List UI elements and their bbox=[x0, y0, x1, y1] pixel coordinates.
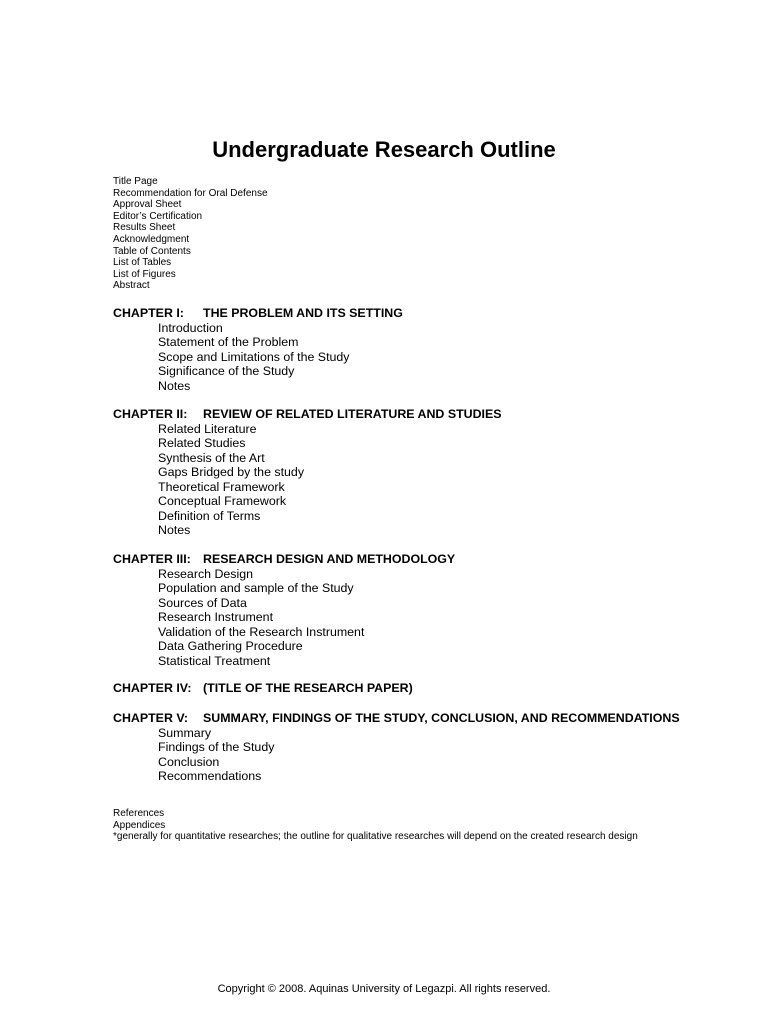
chapter-1 bbox=[113, 306, 713, 393]
chapter-4 bbox=[113, 681, 713, 696]
chapter-title: (TITLE OF THE RESEARCH PAPER) bbox=[203, 681, 413, 695]
front-matter-item: Editor’s Certification bbox=[113, 210, 203, 222]
chapter-item: Data Gathering Procedure bbox=[158, 639, 303, 653]
copyright-notice: Copyright © 2008. Aquinas University of Legazpi. All rights reserved. bbox=[217, 983, 551, 995]
chapter-item: Definition of Terms bbox=[158, 508, 261, 523]
back-matter-item: References bbox=[113, 808, 165, 819]
front-matter-item: Acknowledgment bbox=[113, 233, 190, 245]
chapter-title: REVIEW OF RELATED LITERATURE AND STUDIES bbox=[203, 407, 502, 421]
chapter-items bbox=[158, 567, 713, 669]
front-matter-item: List of Figures bbox=[113, 268, 176, 280]
chapter-title: SUMMARY, FINDINGS OF THE STUDY, CONCLUSION, AND RECOMMENDATIONS bbox=[203, 711, 680, 725]
chapter-number: CHAPTER V: bbox=[113, 711, 189, 725]
front-matter-list bbox=[113, 176, 268, 292]
front-matter-item: Title Page bbox=[113, 176, 158, 187]
back-matter-list bbox=[113, 808, 638, 843]
page-title: Undergraduate Research Outline bbox=[212, 137, 556, 162]
chapter-item: Significance of the Study bbox=[158, 364, 295, 378]
chapter-items bbox=[158, 321, 713, 394]
chapter-heading bbox=[113, 552, 713, 567]
chapter-heading bbox=[113, 681, 713, 696]
footnote: *generally for quantitative researches; the outline for qualitative researches will depend on the created research design bbox=[113, 831, 638, 843]
chapter-item: Findings of the Study bbox=[158, 740, 275, 754]
chapter-number: CHAPTER IV: bbox=[113, 681, 192, 695]
chapter-item: Conceptual Framework bbox=[158, 494, 287, 508]
chapter-item: Population and sample of the Study bbox=[158, 581, 354, 595]
chapter-item: Notes bbox=[158, 378, 191, 393]
chapter-item: Sources of Data bbox=[158, 595, 247, 610]
chapter-item: Notes bbox=[158, 523, 191, 537]
chapter-item: Research Instrument bbox=[158, 610, 274, 624]
chapter-item: Statement of the Problem bbox=[158, 335, 299, 349]
front-matter-item: Recommendation for Oral Defense bbox=[113, 187, 268, 199]
back-matter-item: Appendices bbox=[113, 819, 166, 831]
chapter-heading bbox=[113, 306, 713, 321]
front-matter-item: Results Sheet bbox=[113, 222, 176, 234]
chapter-item: Summary bbox=[158, 725, 212, 740]
chapter-2 bbox=[113, 407, 713, 538]
front-matter-item: List of Tables bbox=[113, 257, 172, 269]
chapter-item: Statistical Treatment bbox=[158, 653, 271, 668]
chapter-items bbox=[158, 422, 713, 538]
chapter-item: Related Literature bbox=[158, 421, 257, 436]
chapter-title: RESEARCH DESIGN AND METHODOLOGY bbox=[203, 552, 456, 566]
chapter-heading bbox=[113, 407, 713, 422]
chapter-item: Synthesis of the Art bbox=[158, 450, 265, 465]
chapter-item: Research Design bbox=[158, 566, 254, 581]
chapter-item: Introduction bbox=[158, 320, 223, 335]
front-matter-item: Approval Sheet bbox=[113, 199, 182, 211]
chapter-number: CHAPTER II: bbox=[113, 407, 188, 421]
chapter-number: CHAPTER I: bbox=[113, 306, 184, 320]
chapter-item: Recommendations bbox=[158, 769, 262, 783]
chapter-title: THE PROBLEM AND ITS SETTING bbox=[203, 306, 403, 320]
chapter-item: Theoretical Framework bbox=[158, 479, 285, 494]
chapter-number: CHAPTER III: bbox=[113, 552, 191, 566]
front-matter-item: Table of Contents bbox=[113, 245, 191, 257]
chapter-item: Scope and Limitations of the Study bbox=[158, 349, 350, 364]
chapter-item: Conclusion bbox=[158, 754, 220, 769]
chapter-3 bbox=[113, 552, 713, 668]
chapter-5 bbox=[113, 711, 713, 784]
chapter-item: Gaps Bridged by the study bbox=[158, 465, 305, 479]
chapter-items bbox=[158, 726, 713, 784]
chapter-item: Validation of the Research Instrument bbox=[158, 624, 365, 639]
chapter-item: Related Studies bbox=[158, 436, 246, 450]
front-matter-item: Abstract bbox=[113, 280, 150, 292]
chapter-heading bbox=[113, 711, 713, 726]
